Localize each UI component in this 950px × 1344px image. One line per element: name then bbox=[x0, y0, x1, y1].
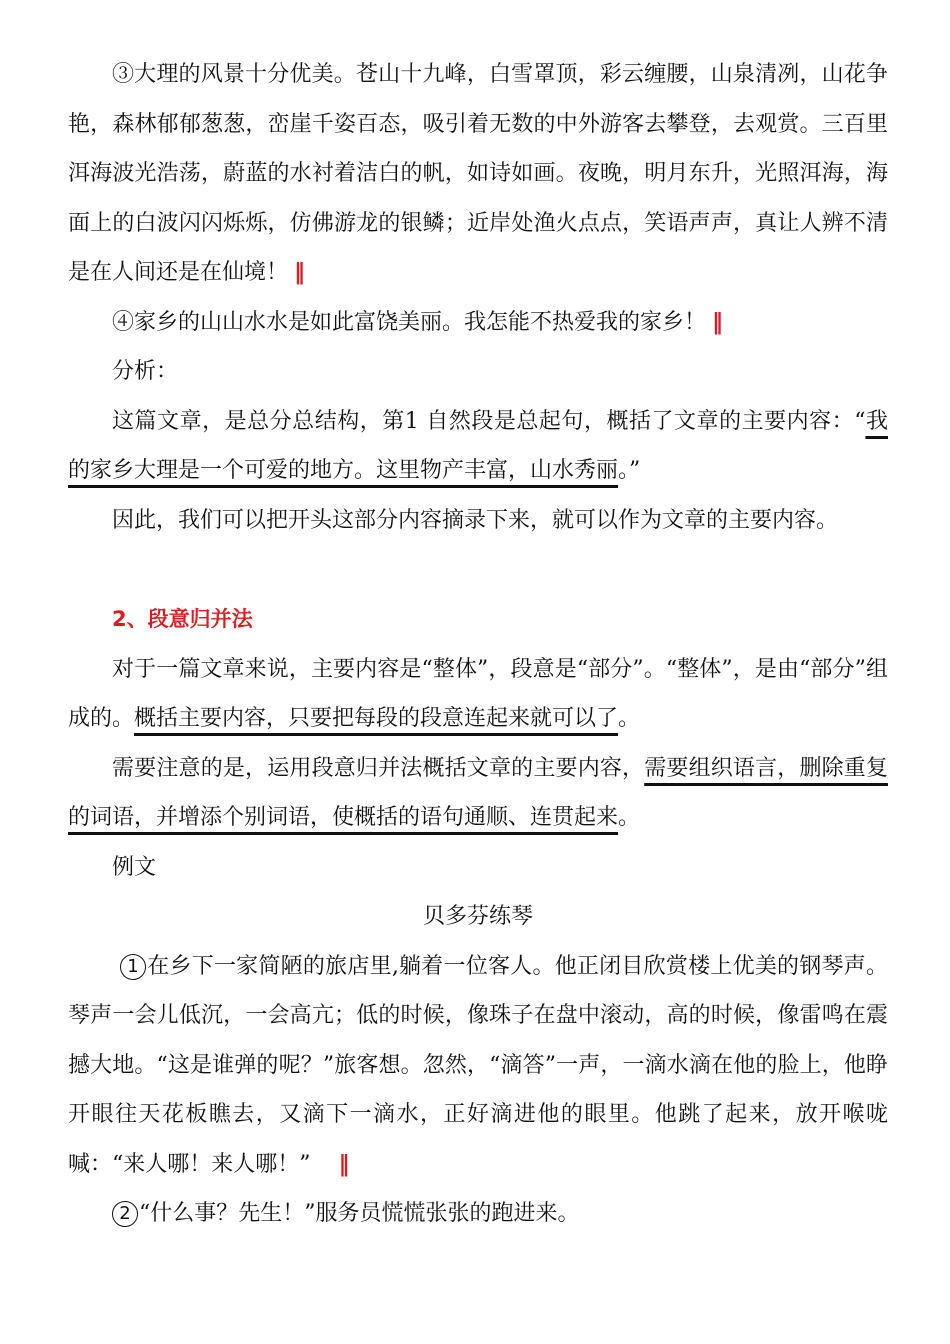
section-paragraph-1 bbox=[68, 645, 888, 744]
section-heading: 2、段意归并法 bbox=[112, 607, 253, 631]
analysis-conclusion: 因此，我们可以把开头这部分内容摘录下来，就可以作为文章的主要内容。 bbox=[112, 507, 839, 533]
example-p1-text: 在乡下一家简陋的旅店里,躺着一位客人。他正闭目欣赏楼上优美的钢琴声。琴声一会儿低沉，一会高亢；低的时候，像珠子在盘中滚动，高的时候，像雷鸣在震撼大地。“这是谁弹的呢？”旅客想。忽然，“滴答”一声，一滴水滴在他的脸上，他睁开眼往天花板瞧去，又滴下一滴水，正好滴进他的眼里。他跳了起来，放开喉咙喊：“来人哪！来人哪！” bbox=[68, 953, 888, 1177]
analysis-underlined-quote: 我的家乡大理是一个可爱的地方。这里物产丰富，山水秀丽 bbox=[68, 408, 888, 483]
paragraph-divider-mark: ‖ bbox=[712, 308, 724, 335]
section-p1-after: 。 bbox=[618, 706, 641, 731]
paragraph-3 bbox=[68, 50, 888, 298]
example-title: 贝多芬练琴 bbox=[422, 904, 533, 929]
paragraph-3-text: ③大理的风景十分优美。苍山十九峰，白雪罩顶，彩云缠腰，山泉清冽，山花争艳，森林郁郁葱葱，峦崖千姿百态，吸引着无数的中外游客去攀登，去观赏。三百里洱海波光浩荡，蔚蓝的水衬着洁白的帆，如诗如画。夜晚，明月东升，光照洱海，海面上的白波闪闪烁烁，仿佛游龙的银鳞；近岸处渔火点点，笑语声声，真让人辨不清是在人间还是在仙境！ bbox=[68, 62, 888, 285]
section-p1-underlined: 概括主要内容，只要把每段的段意连起来就可以了 bbox=[134, 706, 619, 731]
analysis-label: 分析： bbox=[112, 359, 179, 384]
analysis-text-before: 这篇文章，是总分总结构，第1 自然段是总起句，概括了文章的主要内容：“ bbox=[112, 408, 866, 434]
example-label: 例文 bbox=[112, 854, 157, 880]
analysis-text bbox=[68, 397, 888, 496]
paragraph-4 bbox=[68, 298, 888, 348]
section-paragraph-2 bbox=[68, 744, 888, 843]
paragraph-divider-mark: ‖ bbox=[338, 1150, 350, 1177]
example-paragraph-1 bbox=[68, 942, 888, 1190]
analysis-text-after: 。” bbox=[618, 458, 641, 483]
section-p2-before: 需要注意的是，运用段意归并法概括文章的主要内容， bbox=[112, 755, 645, 781]
example-paragraph-2 bbox=[68, 1189, 888, 1239]
document-page bbox=[68, 50, 888, 1239]
section-p2-after: 。 bbox=[618, 805, 641, 830]
paragraph-divider-mark: ‖ bbox=[294, 259, 306, 285]
paragraph-4-text: ④家乡的山山水水是如此富饶美丽。我怎能不热爱我的家乡！ bbox=[112, 309, 707, 335]
section-p1-before: 对于一篇文章来说，主要内容是“整体”，段意是“部分”。“整体”，是由“部分”组成的。 bbox=[68, 656, 888, 731]
example-p2-text: “什么事？先生！”服务员慌慌张张的跑进来。 bbox=[139, 1201, 580, 1226]
paragraph-number-badge: 2 bbox=[112, 1201, 138, 1227]
section-p2-underlined: 需要组织语言，删除重复的词语，并增添个别词语，使概括的语句通顺、连贯起来 bbox=[68, 755, 888, 830]
paragraph-number-badge: 1 bbox=[120, 954, 146, 980]
